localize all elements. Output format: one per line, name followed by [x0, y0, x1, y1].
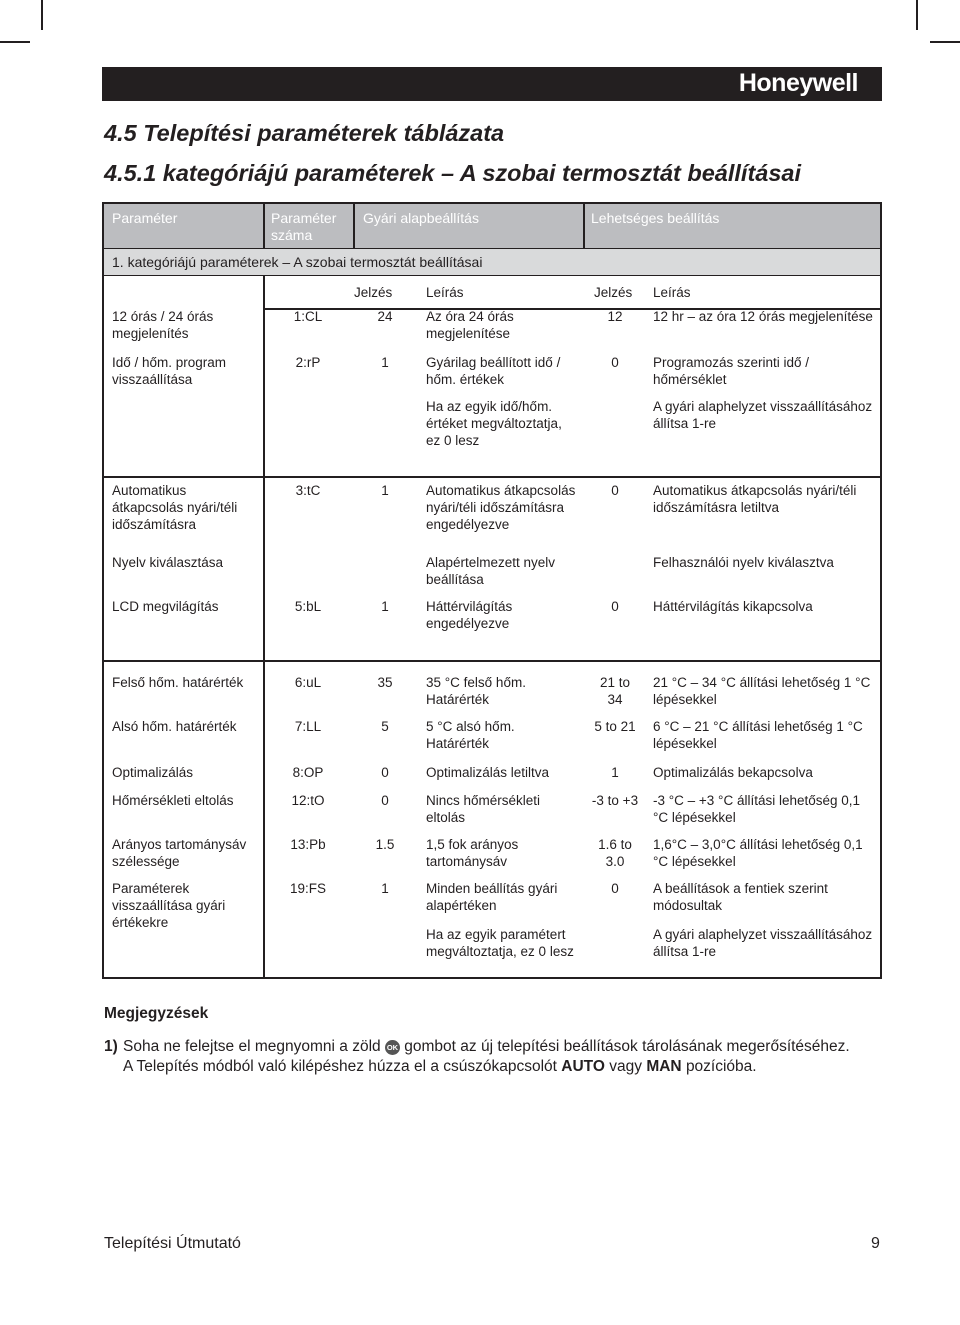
- cell-f-desc: Háttérvilágítás engedélyezve: [426, 599, 513, 631]
- cell-f-mark: 0: [381, 793, 389, 808]
- note-line-2: [123, 1057, 923, 1077]
- crop-mark: [916, 0, 918, 30]
- subheader-desc-factory: Leírás: [426, 285, 464, 300]
- cell-p-desc: 12 hr – az óra 12 órás megjelenítése: [653, 309, 873, 324]
- cell-f-mark: 5: [381, 719, 389, 734]
- note-text: Soha ne felejtse el megnyomni a zöld: [123, 1038, 381, 1055]
- row-separator: [104, 476, 880, 478]
- cell-p-desc: A gyári alaphelyzet visszaállításához állítsa 1-re: [653, 399, 873, 431]
- cell-param: Alsó hőm. határérték: [112, 719, 237, 734]
- cell-f-desc: Optimalizálás letiltva: [426, 765, 550, 780]
- cell-p-mark: 12: [607, 309, 623, 324]
- cell-num: 7:LL: [294, 719, 322, 734]
- section-heading: 4.5 Telepítési paraméterek táblázata: [104, 120, 505, 146]
- cell-param: LCD megvilágítás: [112, 599, 219, 614]
- cell-f-mark: 0: [381, 765, 389, 780]
- cell-num: 8:OP: [292, 765, 324, 780]
- cell-f-mark: 1: [381, 355, 389, 370]
- cell-p-desc: 21 °C – 34 °C állítási lehetőség 1 °C lépésekkel: [653, 675, 871, 707]
- cell-p-desc: 6 °C – 21 °C állítási lehetőség 1 °C lépésekkel: [653, 719, 863, 751]
- subheader-desc-possible: Leírás: [653, 285, 691, 300]
- table-header: [104, 204, 880, 248]
- cell-param: 12 órás / 24 órás megjelenítés: [112, 309, 214, 341]
- cell-f-desc: Az óra 24 órás megjelenítése: [426, 309, 514, 341]
- cell-num: 12:tO: [291, 793, 325, 808]
- cell-num: 1:CL: [293, 309, 323, 324]
- cell-num: 6:uL: [294, 675, 322, 690]
- cell-p-desc: -3 °C – +3 °C állítási lehetőség 0,1 °C lépésekkel: [653, 793, 861, 825]
- header-possible: Lehetséges beállítás: [591, 210, 720, 226]
- cell-f-desc: Ha az egyik paramétert megváltoztatja, ez 0 lesz: [426, 927, 574, 959]
- note-text: vagy: [609, 1058, 642, 1075]
- cell-f-mark: 1: [381, 599, 389, 614]
- header-param-number: Paraméter száma: [271, 210, 337, 243]
- cell-p-mark: 21 to 34: [599, 675, 631, 707]
- page-number: 9: [871, 1235, 880, 1252]
- cell-p-desc: 1,6°C – 3,0°C állítási lehetőség 0,1 °C lépésekkel: [653, 837, 863, 869]
- cell-p-desc: Optimalizálás bekapcsolva: [653, 765, 813, 780]
- cell-p-desc: Háttérvilágítás kikapcsolva: [653, 599, 813, 614]
- cell-f-mark: 1: [381, 881, 389, 896]
- header-factory: Gyári alapbeállítás: [363, 210, 479, 226]
- subheader-mark-possible: Jelzés: [594, 285, 633, 300]
- cell-p-desc: A beállítások a fentiek szerint módosultak: [653, 881, 828, 913]
- man-label: MAN: [646, 1058, 682, 1075]
- cell-f-mark: 1.5: [375, 837, 395, 852]
- header-parameter: Paraméter: [112, 210, 178, 226]
- note-number: 1): [104, 1038, 118, 1055]
- cell-p-desc: Felhasználói nyelv kiválasztva: [653, 555, 834, 570]
- crop-mark: [930, 41, 960, 43]
- cell-num: 2:rP: [295, 355, 321, 370]
- footer-title: Telepítési Útmutató: [104, 1235, 241, 1252]
- crop-mark: [0, 41, 30, 43]
- note-line-1: [123, 1037, 923, 1057]
- cell-p-mark: 0: [611, 355, 619, 370]
- subheader-mark-factory: Jelzés: [354, 285, 393, 300]
- ok-button-icon: OK: [385, 1040, 400, 1055]
- cell-p-desc: Programozás szerinti idő / hőmérséklet: [653, 355, 810, 387]
- cell-p-mark: -3 to +3: [591, 793, 639, 808]
- row-separator: [104, 660, 880, 662]
- cell-f-desc: Nincs hőmérsékleti eltolás: [426, 793, 541, 825]
- cell-param: Idő / hőm. program visszaállítása: [112, 355, 227, 387]
- header-divider: [583, 204, 585, 248]
- cell-param: Paraméterek visszaállítása gyári értékekre: [112, 881, 226, 930]
- cell-p-desc: Automatikus átkapcsolás nyári/téli időszámításra letiltva: [653, 483, 857, 515]
- subsection-heading: 4.5.1 kategóriájú paraméterek – A szobai termosztát beállításai: [104, 160, 802, 186]
- cell-f-desc: 1,5 fok arányos tartománysáv: [426, 837, 519, 869]
- cell-param: Hőmérsékleti eltolás: [112, 793, 234, 808]
- note-text: gombot az új telepítési beállítások tárolásának megerősítéséhez.: [404, 1038, 850, 1055]
- note-text: A Telepítés módból való kilépéshez húzza el a csúszókapcsolót: [123, 1058, 557, 1075]
- cell-num: 13:Pb: [290, 837, 326, 852]
- category-row: [104, 248, 880, 276]
- column-divider: [263, 276, 265, 977]
- brand-bar: [102, 67, 882, 101]
- cell-num: 3:tC: [295, 483, 321, 498]
- header-divider: [263, 204, 265, 248]
- cell-param: Automatikus átkapcsolás nyári/téli időszámításra: [112, 483, 238, 532]
- note-text: pozícióba.: [685, 1058, 757, 1075]
- notes-title: Megjegyzések: [104, 1005, 209, 1022]
- cell-p-mark: 0: [611, 881, 619, 896]
- cell-f-desc: 5 °C alsó hőm. Határérték: [426, 719, 515, 751]
- cell-param: Nyelv kiválasztása: [112, 555, 224, 570]
- cell-param: Felső hőm. határérték: [112, 675, 244, 690]
- cell-num: 5:bL: [294, 599, 322, 614]
- cell-f-desc: Minden beállítás gyári alapértéken: [426, 881, 558, 913]
- cell-p-mark: 5 to 21: [594, 719, 636, 734]
- cell-f-desc: Gyárilag beállított idő / hőm. értékek: [426, 355, 561, 387]
- cell-p-mark: 0: [611, 483, 619, 498]
- cell-f-mark: 35: [377, 675, 393, 690]
- cell-p-mark: 1: [611, 765, 619, 780]
- cell-f-desc: Automatikus átkapcsolás nyári/téli időszámításra engedélyezve: [426, 483, 576, 532]
- cell-f-mark: 1: [381, 483, 389, 498]
- cell-f-desc: Alapértelmezett nyelv beállítása: [426, 555, 556, 587]
- cell-param: Optimalizálás: [112, 765, 194, 780]
- cell-param: Arányos tartománysáv szélessége: [112, 837, 247, 869]
- cell-num: 19:FS: [289, 881, 327, 896]
- category-label: 1. kategóriájú paraméterek – A szobai termosztát beállításai: [112, 254, 483, 270]
- parameters-table: [102, 202, 882, 979]
- crop-mark: [41, 0, 43, 30]
- cell-f-mark: 24: [377, 309, 393, 324]
- cell-p-mark: 1.6 to 3.0: [598, 837, 632, 869]
- cell-f-desc: 35 °C felső hőm. Határérték: [426, 675, 526, 707]
- header-divider: [353, 204, 355, 248]
- honeywell-logo: Honeywell: [738, 69, 858, 97]
- cell-p-desc: A gyári alaphelyzet visszaállításához állítsa 1-re: [653, 927, 873, 959]
- cell-p-mark: 0: [611, 599, 619, 614]
- auto-label: AUTO: [561, 1058, 605, 1075]
- cell-f-desc: Ha az egyik idő/hőm. értéket megváltoztatja, ez 0 lesz: [426, 399, 562, 448]
